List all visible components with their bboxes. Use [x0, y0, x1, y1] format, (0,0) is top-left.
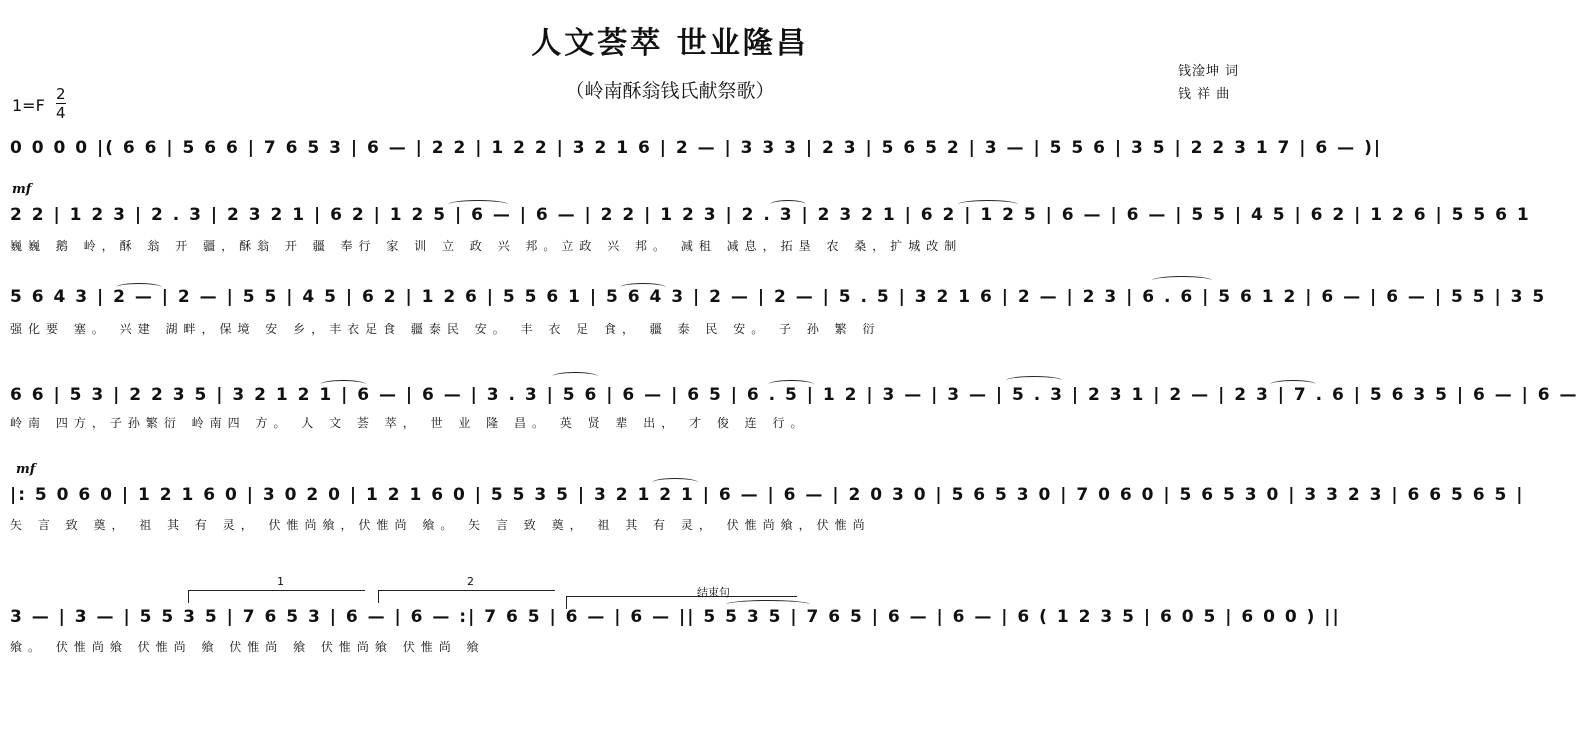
composer-credit: 钱 祥 曲 [1178, 87, 1231, 102]
score-line-5-notes: |: 5 0 6 0 | 1 2 1 6 0 | 3 0 2 0 | 1 2 1 6 0 | 5 5 3 5 | 3 2 1 2 1 | 6 — | 6 — | 2 0 3 0 | 5 6 5 3 0 | 7 0 6 0 | 5 6 5 3 0 | 3 3 2 3 | 6 6 5 6 5 | [10, 485, 1525, 505]
score-line-4-notes: 6 6 | 5 3 | 2 2 3 5 | 3 2 1 2 1 | 6 — | 6 — | 3 . 3 | 5 6 | 6 — | 6 5 | 6 . 5 | 1 2 | 3 — | 3 — | 5 . 3 | 2 3 1 | 2 — | 2 3 | 7 . 6 | 5 6 3 5 | 6 — | 6 — [10, 385, 1578, 405]
second-ending-bracket [378, 575, 555, 603]
song-subtitle: （岭南酥翁钱氏献祭歌） [565, 80, 775, 102]
tie-arc [1152, 276, 1212, 285]
score-line-2-notes: 2 2 | 1 2 3 | 2 . 3 | 2 3 2 1 | 6 2 | 1 2 5 | 6 — | 6 — | 2 2 | 1 2 3 | 2 . 3 | 2 3 2 1 | 6 2 | 1 2 5 | 6 — | 6 — | 5 5 | 4 5 | 6 2 | 1 2 6 | 5 5 6 1 [10, 205, 1531, 225]
time-signature [56, 85, 66, 122]
second-ending-number: 2 [467, 575, 474, 588]
coda-label: 结束句 [697, 586, 730, 599]
score-line-6-notes: 3 — | 3 — | 5 5 3 5 | 7 6 5 3 | 6 — | 6 — :| 7 6 5 | 6 — | 6 — || 5 5 3 5 | 7 6 5 | 6 — | 6 — | 6 ( 1 2 3 5 | 6 0 5 | 6 0 0 ) || [10, 607, 1341, 627]
tie-arc [1006, 376, 1062, 385]
tie-arc [320, 380, 366, 389]
score-line-5-lyrics: 矢 言 致 奠， 祖 其 有 灵， 伏惟尚飨，伏惟尚 飨。 矢 言 致 奠， 祖 其 有 灵， 伏惟尚飨，伏惟尚 [10, 518, 871, 532]
key-signature: 1=F [12, 96, 45, 115]
time-signature-top: 2 [56, 85, 66, 103]
score-line-3-lyrics: 强化要 塞。 兴建 湖畔，保境 安 乡，丰衣足食 疆泰民 安。 丰 衣 足 食， 疆 泰 民 安。 子 孙 繁 衍 [10, 322, 881, 336]
tie-arc [1270, 380, 1316, 389]
tie-arc [448, 200, 508, 209]
tie-arc [552, 372, 598, 381]
first-ending-number: 1 [277, 575, 284, 588]
tie-arc [652, 478, 698, 487]
score-line-1-notes: 0 0 0 0 |( 6 6 | 5 6 6 | 7 6 5 3 | 6 — | 2 2 | 1 2 2 | 3 2 1 6 | 2 — | 3 3 3 | 2 3 | 5 6 5 2 | 3 — | 5 5 6 | 3 5 | 2 2 3 1 7 | 6 — )| [10, 138, 1383, 158]
dynamic-mark-mf: mf [12, 182, 32, 197]
score-line-3-notes: 5 6 4 3 | 2 — | 2 — | 5 5 | 4 5 | 6 2 | 1 2 6 | 5 5 6 1 | 5 6 4 3 | 2 — | 2 — | 5 . 5 | 3 2 1 6 | 2 — | 2 3 | 6 . 6 | 5 6 1 2 | 6 — | 6 — | 5 5 | 3 5 [10, 287, 1547, 307]
tie-arc [116, 283, 162, 292]
tie-arc [958, 200, 1018, 209]
tie-arc [768, 380, 814, 389]
tie-arc [726, 600, 810, 609]
song-title: 人文荟萃 世业隆昌 [531, 26, 809, 61]
dynamic-mark-mf: mf [16, 462, 36, 477]
tie-arc [770, 200, 806, 209]
first-ending-bracket [188, 575, 365, 603]
score-line-6-lyrics: 飨。 伏惟尚飨 伏惟尚 飨 伏惟尚 飨 伏惟尚飨 伏惟尚 飨 [10, 640, 485, 654]
lyricist-credit: 钱淦坤 词 [1178, 64, 1240, 79]
score-line-4-lyrics: 岭南 四方，子孙繁衍 岭南四 方。 人 文 荟 萃， 世 业 隆 昌。 英 贤 辈 出， 才 俊 连 行。 [10, 416, 809, 430]
tie-arc [620, 283, 666, 292]
score-line-2-lyrics: 巍巍 鹅 岭，酥 翁 开 疆，酥翁 开 疆 奉行 家 训 立 政 兴 邦。立政 兴 邦。 减租 减息，拓垦 农 桑，扩城改制 [10, 239, 963, 253]
time-signature-bottom: 4 [56, 104, 66, 122]
